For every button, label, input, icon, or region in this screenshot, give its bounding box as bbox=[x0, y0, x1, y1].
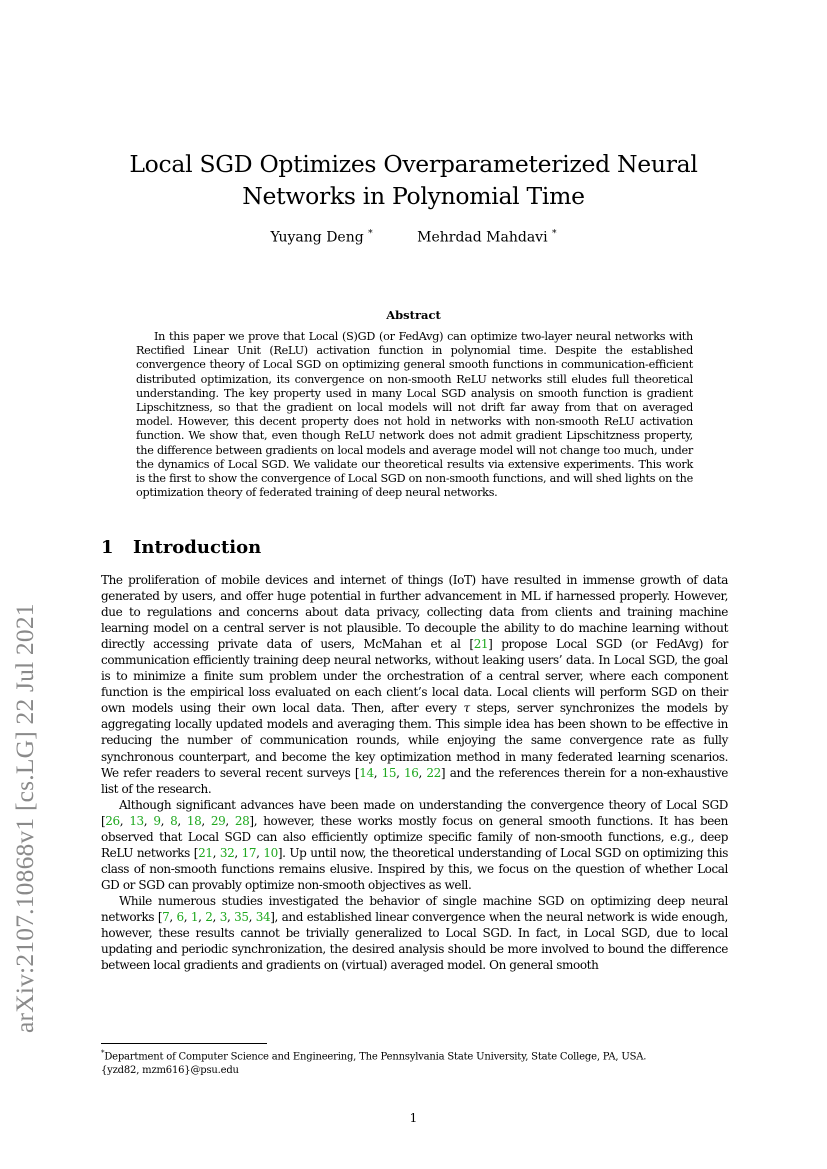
abstract-heading: Abstract bbox=[386, 308, 441, 322]
footnote-divider bbox=[101, 1043, 267, 1044]
citation-link[interactable]: 9 bbox=[153, 813, 161, 828]
citation-link[interactable]: 10 bbox=[263, 845, 278, 860]
citation-link[interactable]: 21 bbox=[473, 637, 489, 652]
citation-link[interactable]: 22 bbox=[426, 765, 441, 780]
intro-paragraph-1: The proliferation of mobile devices and internet of things (IoT) have resulted in immense growth of data generated by users, and offer huge potential in further advancement in ML if harnessed properly. However, due to regulations and concerns about data privacy, collecting data from clients and training machine learning model on a central server is not plausible. To decouple the ability to do machine learning without directly accessing private data of users, McMahan et al [21] propose Local SGD (or FedAvg) for communication efficiently training deep neural networks, without leaking users’ data. In Local SGD, the goal is to minimize a finite sum problem under the orchestration of a central server, where each component function is the empirical loss evaluated on each client’s local data. Local clients will perform SGD on their own models using their own local data. Then, after every τ steps, server synchronizes the models by aggregating locally updated models and averaging them. This simple idea has been shown to be effective in reducing the number of communication rounds, while enjoying the same convergence rate as fully synchronous counterpart, and become the key optimization method in many federated learning scenarios. We refer readers to several recent surveys [14, 15, 16, 22] and the references therein for a non-exhaustive list of the research. bbox=[101, 573, 728, 796]
section-number: 1 bbox=[101, 537, 114, 558]
author-name: Mehrdad Mahdavi bbox=[417, 229, 548, 246]
citation-link[interactable]: 29 bbox=[210, 813, 226, 828]
author-footnote-mark: * bbox=[552, 229, 557, 239]
footnote-affiliation: *Department of Computer Science and Engineering, The Pennsylvania State University, State College, PA, USA. bbox=[101, 1049, 647, 1063]
page-number: 1 bbox=[409, 1111, 418, 1125]
title-line-2: Networks in Polynomial Time bbox=[242, 182, 585, 210]
citation-link[interactable]: 17 bbox=[241, 845, 257, 860]
citation-link[interactable]: 28 bbox=[234, 813, 250, 828]
citation-link[interactable]: 34 bbox=[255, 909, 271, 924]
citation-link[interactable]: 13 bbox=[129, 813, 144, 828]
intro-paragraph-3: While numerous studies investigated the behavior of single machine SGD on optimizing deep neural networks [7, 6, 1, 2, 3, 35, 34], and established linear convergence when the neural network is wide enough, however, these results cannot be trivially generalized to Local SGD. In fact, in Local SGD, due to local updating and periodic synchronization, the desired analysis should be more involved to bound the difference between local gradients and gradients on (virtual) averaged model. On general smooth bbox=[101, 893, 728, 973]
citation-link[interactable]: 21 bbox=[198, 845, 213, 860]
citation-link[interactable]: 26 bbox=[105, 813, 120, 828]
tau-symbol: τ bbox=[463, 701, 470, 716]
author-list bbox=[0, 229, 827, 246]
author-name: Yuyang Deng bbox=[270, 229, 364, 246]
abstract-body: In this paper we prove that Local (S)GD (or FedAvg) can optimize two-layer neural networks with Rectified Linear Unit (ReLU) activation function in polynomial time. Despite the established convergence theory of Local SGD on optimizing general smooth functions in communication-efficient distributed optimization, its convergence on non-smooth ReLU networks still eludes full theoretical understanding. The key property used in many Local SGD analysis on smooth function is gradient Lipschitzness, so that the gradient on local models will not drift far away from that on averaged model. However, this decent property does not hold in networks with non-smooth ReLU activation function. We show that, even though ReLU network does not admit gradient Lipschitzness property, the difference between gradients on local models and average model will not change too much, under the dynamics of Local SGD. We validate our theoretical results via extensive experiments. This work is the first to show the convergence of Local SGD on non-smooth functions, and will shed lights on the optimization theory of federated training of deep neural networks. bbox=[136, 330, 693, 500]
citation-link[interactable]: 3 bbox=[219, 909, 227, 924]
intro-body bbox=[101, 572, 728, 973]
author-footnote-mark: * bbox=[368, 229, 373, 239]
footnote bbox=[101, 1047, 728, 1077]
section-title: Introduction bbox=[133, 537, 262, 558]
intro-paragraph-2: Although significant advances have been made on understanding the convergence theory of Local SGD [26, 13, 9, 8, 18, 29, 28], however, these works mostly focus on general smooth functions. It has been observed that Local SGD can also efficiently optimize specific family of non-smooth functions, e.g., deep ReLU networks [21, 32, 17, 10]. Up until now, the theoretical understanding of Local SGD on optimizing this class of non-smooth functions remains elusive. Inspired by this, we focus on the question of whether Local GD or SGD can provably optimize non-smooth objectives as well. bbox=[101, 797, 728, 892]
citation-link[interactable]: 2 bbox=[205, 909, 213, 924]
title-line-1: Local SGD Optimizes Overparameterized Neural bbox=[129, 150, 698, 178]
paper-title bbox=[100, 148, 727, 212]
author-deng bbox=[270, 229, 372, 246]
arxiv-id: arXiv:2107.10868v1 [cs.LG] 22 Jul 2021 bbox=[10, 603, 39, 1033]
citation-link[interactable]: 15 bbox=[381, 765, 397, 780]
footnote-emails: {yzd82, mzm616}@psu.edu bbox=[101, 1064, 239, 1076]
citation-link[interactable]: 1 bbox=[190, 909, 199, 924]
citation-link[interactable]: 16 bbox=[404, 765, 419, 780]
citation-link[interactable]: 7 bbox=[162, 909, 170, 924]
section-heading bbox=[101, 537, 261, 558]
citation-link[interactable]: 18 bbox=[186, 813, 202, 828]
citation-link[interactable]: 32 bbox=[219, 845, 235, 860]
citation-link[interactable]: 8 bbox=[170, 813, 178, 828]
citation-link[interactable]: 14 bbox=[359, 765, 374, 780]
citation-link[interactable]: 35 bbox=[234, 909, 249, 924]
citation-link[interactable]: 6 bbox=[176, 909, 184, 924]
author-mahdavi bbox=[417, 229, 556, 246]
arxiv-stamp bbox=[10, 603, 44, 1067]
